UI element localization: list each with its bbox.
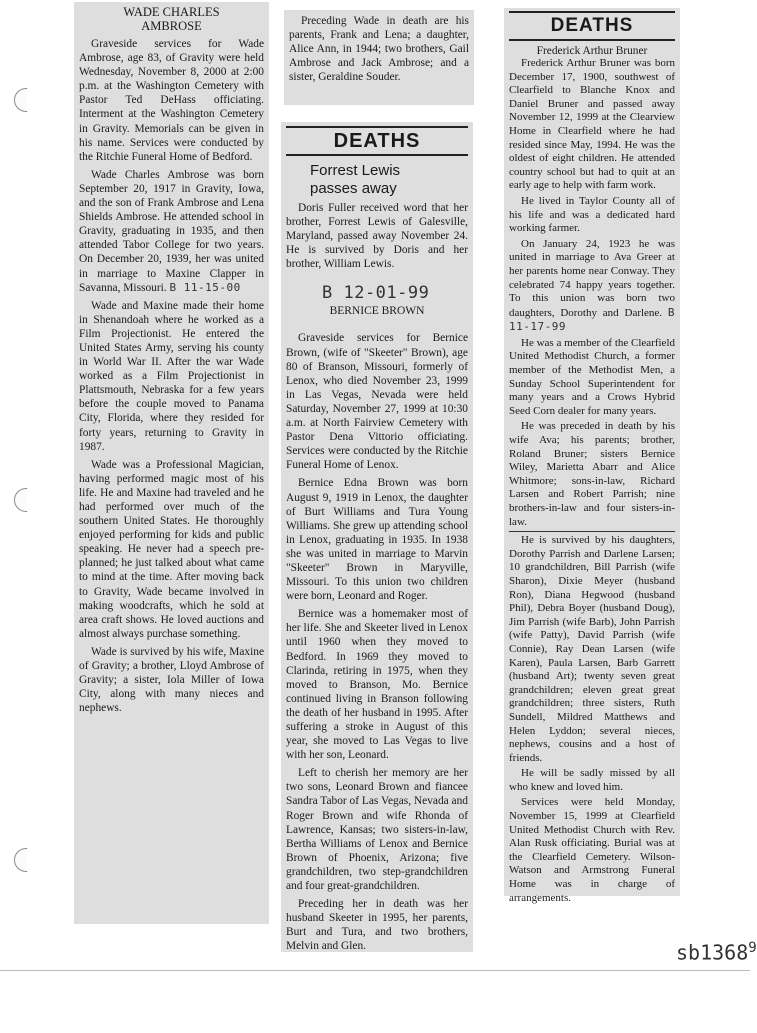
paragraph: Wade was a Professional Magician, having performed magic most of his life. He and Maxine had traveled and he had performed over much of the southern United States. He thoroughly enjoyed performing for kids and public speaking. He never had a speech pre-planned; he just talked about what came to mind at the time. After moving back to Gravity, Wade became involved in making woodcrafts, which he sold at area craft shows. He loved auctions and almost always purchase something. xyxy=(79,458,264,640)
section-banner: DEATHS xyxy=(550,15,634,36)
paragraph: Services were held Monday, November 15, 1999 at Clearfield United Methodist Church with Rev. Alan Rusk officiating. Burial was at the Clearfield Cemetery. Wilson-Watson and Armstrong Funeral Home was in charge of arrangements. xyxy=(509,796,675,904)
paragraph: Graveside services for Wade Ambrose, age 83, of Gravity were held Wednesday, November 8, 2000 at 2:00 p.m. at the Washington Cemetery with Pastor Ted DeHass officiating. Interment at the Washington Cemetery in Gravity. Memorials can be given in his name. Services were conducted by the Ritchie Funeral Home of Bedford. xyxy=(79,38,264,163)
paragraph: Wade is survived by his wife, Maxine of Gravity; a brother, Lloyd Ambrose of Gravity; a sister, Iola Miller of Iowa City, along with many nieces and nephews. xyxy=(79,645,264,715)
divider xyxy=(286,154,468,156)
paragraph: Graveside services for Bernice Brown, (wife of "Skeeter" Brown), age 80 of Branson, Missouri, formerly of Lenox, who died November 23, 1999 in Las Vegas, Nevada were held Saturday, November 27, 1999 at 10:30 a.m. at North Fairview Cemetery with Pastor Dena Vittorio officiating. Services were conducted by the Ritchie Funeral Home of Lenox. xyxy=(286,332,468,472)
paragraph: Bernice Edna Brown was born August 9, 1919 in Lenox, the daughter of Burt Williams and Tura Young Williams. She grew up attending school in Lenox, graduating in 1935. In 1938 she was united in marriage to Marvin "Skeeter" Brown in Maryville, Missouri. To this union two children were born, Leonard and Roger. xyxy=(286,477,468,603)
headline: Forrest Lewis xyxy=(310,162,401,179)
handwritten-date-note: B 11-17-99 xyxy=(509,305,675,334)
clipping-join-line xyxy=(509,531,675,532)
paragraph: Preceding Wade in death are his parents, Frank and Lena; a daughter, Alice Ann, in 1944; two brothers, Gail Ambrose and Jack Ambrose; and a sister, Geraldine Souder. xyxy=(289,15,469,84)
punch-hole xyxy=(14,848,38,872)
deaths-section-middle xyxy=(281,122,473,952)
obituary-ambrose xyxy=(74,2,269,924)
obituary-name: BERNICE BROWN xyxy=(329,305,425,318)
obituary-title: AMBROSE xyxy=(141,19,202,33)
paragraph: On January 24, 1923 he was united in marriage to Ava Greer at her parents home near Conway. They celebrated 74 happy years together. To this union was born two daughters, Dorothy and Darlene. xyxy=(509,237,675,319)
punch-hole xyxy=(14,488,38,512)
deaths-section-right xyxy=(504,8,680,904)
page-code: sb1368 xyxy=(676,940,749,965)
section-banner: DEATHS xyxy=(333,130,421,152)
paragraph: He lived in Taylor County all of his life and was a dedicated hard working farmer. xyxy=(509,194,675,235)
paragraph: Wade and Maxine made their home in Shenandoah where he worked as a Film Projectionist. He entered the United States Army, serving his county in World War II. After the war Wade worked as a Film Projectionist in Plattsmouth, Nebraska for a few years before the couple moved to Panama City, Florida, where they resided for forty years, returning to Gravity in 1987. xyxy=(79,299,264,453)
paragraph: Preceding her in death was her husband Skeeter in 1995, her parents, Burt and Tura, and two brothers, Melvin and Glen. xyxy=(286,898,468,953)
obituary-ambrose-continued xyxy=(284,10,474,105)
paragraph: Bernice was a homemaker most of her life. She and Skeeter lived in Lenox until 1960 when they moved to Bedford. In 1969 they moved to Clarinda, retiring in 1975, when they moved to Branson, Mo. Bernice continued living in Branson following the death of her husband in 1995. After suffering a stroke in August of this year, she moved to Las Vegas to live with her son, Leonard. xyxy=(286,608,468,762)
page-edge-line xyxy=(0,970,750,971)
paragraph: He was preceded in death by his wife Ava; his parents; brother, Roland Bruner; sisters Bernice Wiley, Marietta Abarr and Alice Whitmore; sons-in-law, Richard Larsen and Robert Parrish; nine brothers-in-law and four sisters-in-law. xyxy=(509,420,675,528)
paragraph: Doris Fuller received word that her brother, Forrest Lewis of Galesville, Maryland, passed away November 24. He is survived by Doris and her brother, William Lewis. xyxy=(286,202,468,271)
paragraph: Wade Charles Ambrose was born September 20, 1917 in Gravity, Iowa, and the son of Frank Ambrose and Lena Shields Ambrose. He attended school in Gravity, graduating in 1935, and then attended Tabor College for two years. On December 20, 1939, her was united in marriage to Maxine Clapper in Savanna, Missouri. xyxy=(79,168,264,294)
handwritten-page-code xyxy=(676,940,757,965)
paragraph: Left to cherish her memory are her two sons, Leonard Brown and fiancee Sandra Tabor of Las Vegas, Nevada and Roger Brown and wife Rhonda of Lawrence, Kansas; two sisters-in-law, Bertha Williams of Lenox and Bernice Brown of Phoenix, Arizona; five grandchildren, two step-grandchildren and four great-grandchildren. xyxy=(286,767,468,893)
paragraph: He will be sadly missed by all who knew and loved him. xyxy=(509,767,675,793)
handwritten-date-note: B 11-15-00 xyxy=(169,280,241,294)
obituary-title: WADE CHARLES xyxy=(123,5,220,19)
paragraph: Frederick Arthur Bruner was born December 17, 1900, southwest of Clearfield to Blanche Knox and Daniel Bruner and passed away November 12, 1999 at the Clearview Home in Clearfield where he had resided since May, 1994. He was the oldest of eight children. He attended country school but had to quit at an early age to help with farm work. xyxy=(509,57,675,192)
paragraph: He was a member of the Clearfield United Methodist Church, a former member of the Methodist Men, a Sunday School Superintendent for many years and a Crows Hybrid Seed Corn dealer for many years. xyxy=(509,336,675,417)
obituary-name: Frederick Arthur Bruner xyxy=(536,45,648,57)
page-number: 9 xyxy=(748,940,757,956)
divider xyxy=(509,39,675,41)
handwritten-date-note: B 12-01-99 xyxy=(322,283,430,304)
headline: passes away xyxy=(310,180,397,197)
punch-hole xyxy=(14,88,38,112)
paragraph: He is survived by his daughters, Dorothy Parrish and Darlene Larsen; 10 grandchildren, Bill Parrish (wife Sharon), Dixie Meyer (husband Ron), Diana Hegwood (husband Phil), Debra Boyer (husband Doug), Jim Parrish (wife Barb), John Parrish (wife Patty), David Parrish (wife Connie), Ray Dean Larsen (wife Karen), Paula Larsen, Barb Garrett (husband Art); twenty seven great grandchildren; eleven great great grandchildren; three sisters, Ruth Sundell, Mildred Matthews and Helen Lyddon; several nieces, nephews, cousins and a host of friends. xyxy=(509,534,675,764)
